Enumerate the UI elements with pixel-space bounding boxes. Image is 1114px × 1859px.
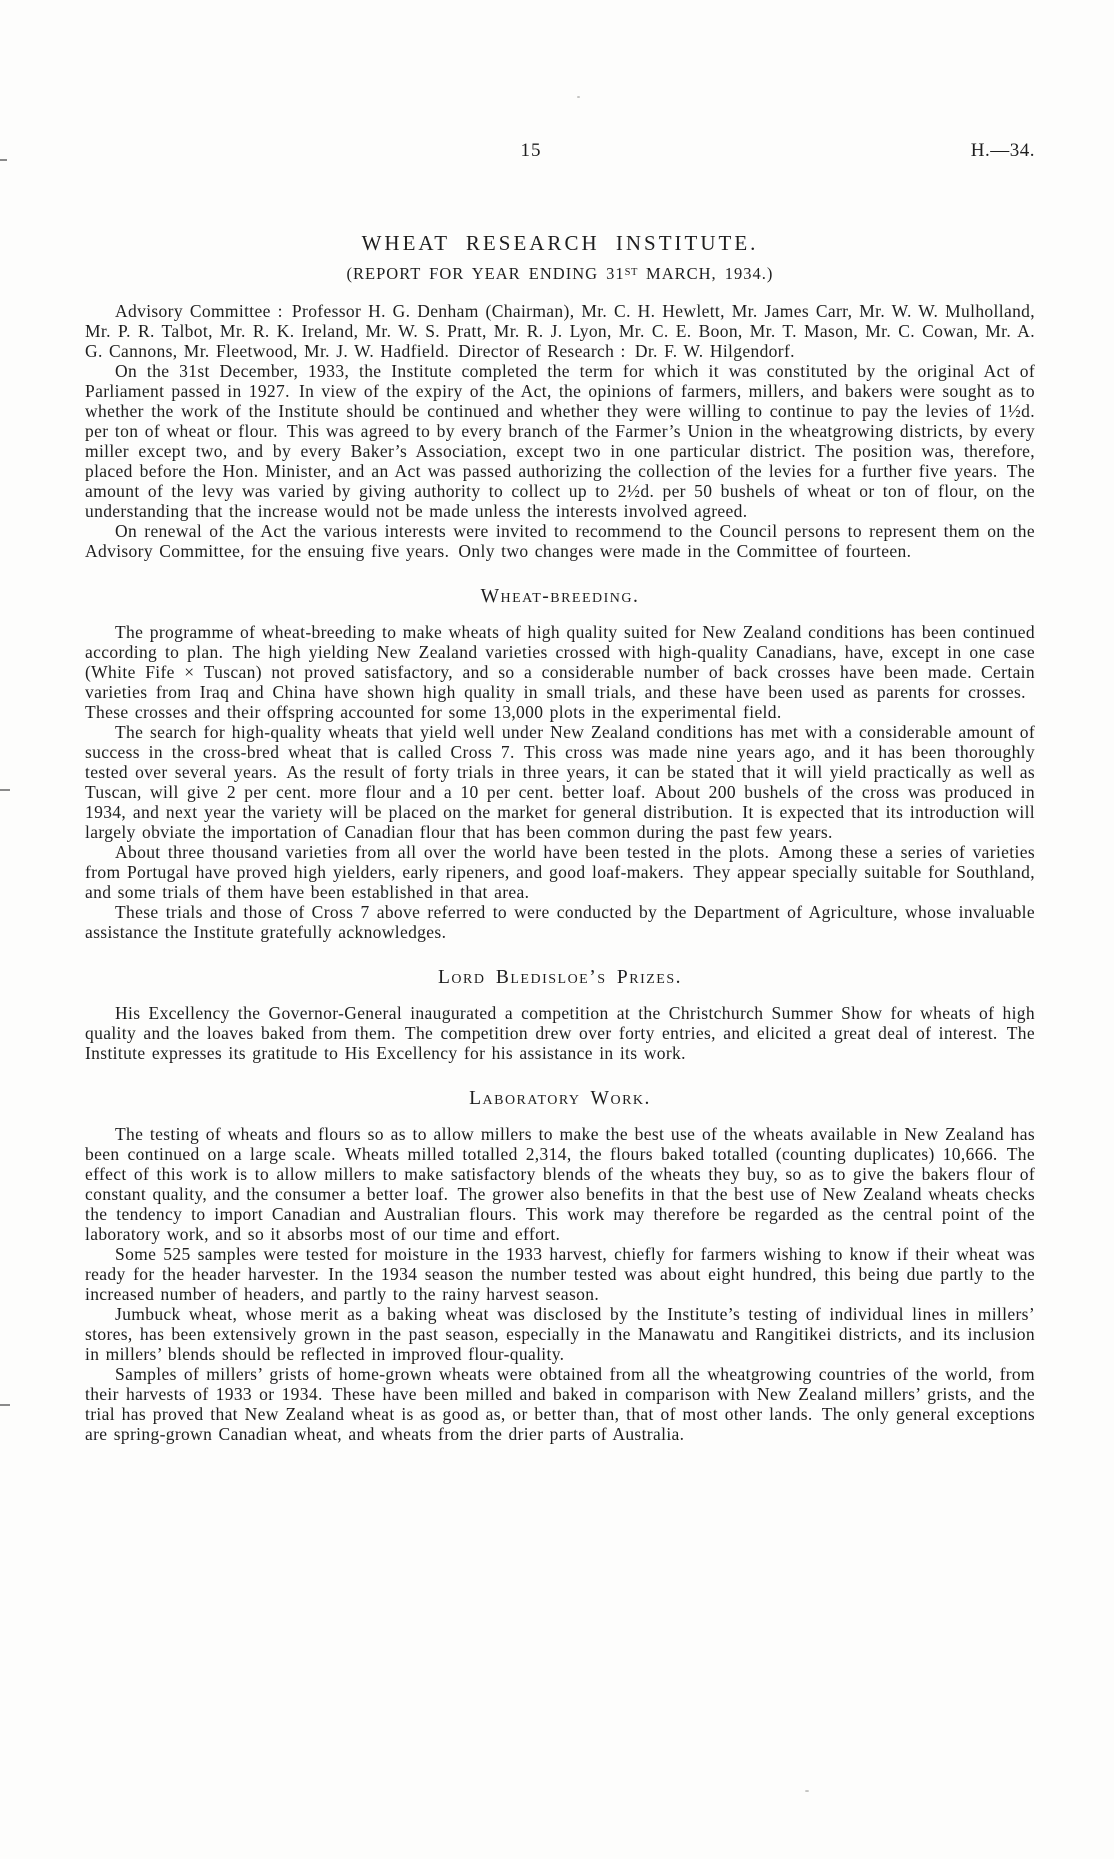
subtitle-text-end: MARCH, 1934.) <box>637 264 774 283</box>
page-header <box>85 140 1035 164</box>
act-renewal-paragraph: On renewal of the Act the various interests were invited to recommend to the Council persons to represent them on the Advisory Committee, for the ensuing five years. Only two changes were made in the Committee of fourteen. <box>85 521 1035 561</box>
page-number: 15 <box>520 140 542 161</box>
act-expiry-paragraph: On the 31st December, 1933, the Institute completed the term for which it was constituted by the original Act of Parliament passed in 1927. In view of the expiry of the Act, the opinions of farmers, millers, and bakers were sought as to whether the work of the Institute should be continued and whether they were willing to continue to pay the levies of 1½d. per ton of wheat or flour. This was agreed to by every branch of the Farmer’s Union in the wheatgrowing districts, by every miller except two, and by every Baker’s Association, except two in one particular district. The position was, therefore, placed before the Hon. Minister, and an Act was passed authorizing the collection of the levies for a further five years. The amount of the levy was varied by giving authority to collect up to 2½d. per 50 bushels of wheat or ton of flour, on the understanding that the increase would not be made unless the interests involved agreed. <box>85 361 1035 521</box>
laboratory-paragraph-4: Samples of millers’ grists of home-grown wheats were obtained from all the wheatgrowing countries of the world, from their harvests of 1933 or 1934. These have been milled and baked in comparison with New Zealand millers’ grists, and the trial has proved that New Zealand wheat is as good as, or better than, that of most other lands. The only general exceptions are spring-grown Canadian wheat, and wheats from the drier parts of Australia. <box>85 1364 1035 1444</box>
section-heading-wheat-breeding: Wheat-breeding. <box>480 586 640 607</box>
scan-artifact-speck <box>577 96 580 98</box>
laboratory-paragraph-3: Jumbuck wheat, whose merit as a baking wheat was disclosed by the Institute’s testing of individual lines in millers’ stores, has been extensively grown in the past season, especially in the Manawatu and Rangitikei districts, and its inclusion in millers’ blends should be reflected in improved flour-quality. <box>85 1304 1035 1364</box>
subtitle-ordinal-superscript: ST <box>624 267 638 278</box>
subtitle-text: (REPORT FOR YEAR ENDING 31 <box>346 264 625 283</box>
wheat-breeding-paragraph-1: The programme of wheat-breeding to make wheats of high quality suited for New Zealand conditions has been continued according to plan. The high yielding New Zealand varieties crossed with high-quality Canadians, have, except in one case (White Fife × Tuscan) not proved satisfactory, and so a considerable number of back crosses have been made. Certain varieties from Iraq and China have shown high quality in small trials, and these have been used as parents for crosses. These crosses and their offspring accounted for some 13,000 plots in the experimental field. <box>85 622 1035 722</box>
document-content <box>85 230 1035 1444</box>
laboratory-paragraph-2: Some 525 samples were tested for moisture in the 1933 harvest, chiefly for farmers wishing to know if their wheat was ready for the header harvester. In the 1934 season the number tested was about eight hundred, this being due partly to the increased number of headers, and partly to the rainy harvest season. <box>85 1244 1035 1304</box>
wheat-breeding-paragraph-2: The search for high-quality wheats that yield well under New Zealand conditions has met with a considerable amount of success in the cross-bred wheat that is called Cross 7. This cross was made nine years ago, and it has been thoroughly tested over several years. As the result of forty trials in three years, it can be stated that it will yield practically as well as Tuscan, will give 2 per cent. more flour and a 10 per cent. better loaf. About 200 bushels of the cross was produced in 1934, and next year the variety will be placed on the market for general distribution. It is expected that its introduction will largely obviate the importation of Canadian flour that has been common during the past few years. <box>85 722 1035 842</box>
laboratory-paragraph-1: The testing of wheats and flours so as to allow millers to make the best use of the wheats available in New Zealand has been continued on a large scale. Wheats milled totalled 2,314, the flours baked totalled (counting duplicates) 10,666. The effect of this work is to allow millers to make satisfactory blends of the wheats they buy, so as to give the bakers flour of constant quality, and the consumer a better loaf. The grower also benefits in that the best use of New Zealand wheats checks the tendency to import Canadian and Australian flours. This work may therefore be regarded as the central point of the laboratory work, and so it absorbs most of our time and effort. <box>85 1124 1035 1244</box>
scan-artifact-mark <box>0 1404 10 1406</box>
document-subtitle <box>85 263 1035 284</box>
advisory-committee-paragraph: Advisory Committee : Professor H. G. Denham (Chairman), Mr. C. H. Hewlett, Mr. James Carr, Mr. W. W. Mulholland, Mr. P. R. Talbot, Mr. R. K. Ireland, Mr. W. S. Pratt, Mr. R. J. Lyon, Mr. C. E. Boon, Mr. T. Mason, Mr. C. Cowan, Mr. A. G. Cannons, Mr. Fleetwood, Mr. J. W. Hadfield. Director of Research : Dr. F. W. Hilgendorf. <box>85 301 1035 361</box>
document-reference: H.—34. <box>970 140 1035 161</box>
scan-artifact-mark <box>0 789 10 791</box>
section-heading-laboratory-work: Laboratory Work. <box>469 1088 651 1109</box>
scan-artifact-speck <box>805 1790 809 1792</box>
wheat-breeding-paragraph-3: About three thousand varieties from all over the world have been tested in the plots. Among these a series of varieties from Portugal have proved high yielders, early ripeners, and good loaf-makers. They appear specially suitable for Southland, and some trials of them have been established in that area. <box>85 842 1035 902</box>
document-title: WHEAT RESEARCH INSTITUTE. <box>361 231 759 255</box>
section-heading-lord-bledisloes-prizes: Lord Bledisloe’s Prizes. <box>438 967 682 988</box>
scan-artifact-mark <box>0 159 7 161</box>
prizes-paragraph-1: His Excellency the Governor-General inaugurated a competition at the Christchurch Summer Show for wheats of high quality and the loaves baked from them. The competition drew over forty entries, and elicited a great deal of interest. The Institute expresses its gratitude to His Excellency for his assistance in its work. <box>85 1003 1035 1063</box>
wheat-breeding-paragraph-4: These trials and those of Cross 7 above referred to were conducted by the Department of Agriculture, whose invaluable assistance the Institute gratefully acknowledges. <box>85 902 1035 942</box>
